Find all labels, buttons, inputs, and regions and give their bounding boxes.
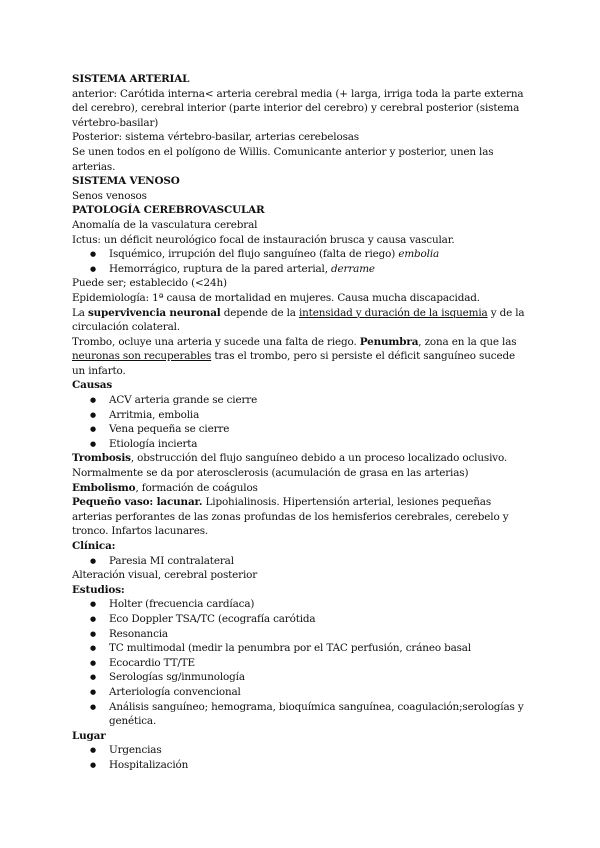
bold-term: Pequeño vaso: lacunar.: [72, 496, 203, 509]
ictus-paragraph: [72, 233, 530, 248]
list-item: ● Etiología incierta: [72, 437, 530, 452]
supervivencia-paragraph: La supervivencia neuronal depende de la intensidad y duración de la isquemia y de la circulación colateral.: [72, 306, 525, 334]
posterior-paragraph: Posterior: sistema vértebro-basilar, arterias cerebelosas: [72, 131, 359, 144]
list-item: ● Serologías sg/inmunología: [72, 670, 530, 685]
list-item: ● Urgencias: [72, 743, 530, 758]
list-item: ● TC multimodal (medir la penumbra por el TAC perfusión, cráneo basal: [72, 641, 530, 656]
ictus-label: Ictus: [72, 233, 98, 246]
anterior-paragraph: anterior: Carótida interna< arteria cerebral media (+ larga, irriga toda la parte externa del cerebro), cerebral interior (parte interior del cerebro) y cerebral posterior (sistema vértebro-basilar): [72, 87, 524, 129]
pequeno-vaso-paragraph: Pequeño vaso: lacunar. Lipohialinosis. Hipertensión arterial, lesiones pequeñas arterias perforantes de las zonas profundas de los hemisferios cerebrales, cerebelo y tronco. Infartos lacunares.: [72, 496, 509, 538]
estudios-heading: Estudios:: [72, 583, 125, 596]
list-item: ● Eco Doppler TSA/TC (ecografía carótida: [72, 612, 530, 627]
trombo-paragraph: Trombo, ocluye una arteria y sucede una falta de riego. Penumbra, zona en la que las neuronas son recuperables tras el trombo, pero si persiste el déficit sanguíneo sucede un infarto.: [72, 335, 517, 377]
list-item: ● Hemorrágico, ruptura de la pared arterial, derrame: [72, 262, 530, 277]
venoso-heading: SISTEMA VENOSO: [72, 175, 180, 188]
ictus-types-list: [72, 247, 530, 276]
emphasis: derrame: [331, 262, 375, 275]
anomalia-paragraph: Anomalía de la vasculatura cerebral: [72, 218, 258, 231]
alteracion-paragraph: Alteración visual, cerebral posterior: [72, 569, 258, 582]
list-item: ● Arteriología convencional: [72, 685, 530, 700]
list-item: ● Análisis sanguíneo; hemograma, bioquímica sanguínea, coagulación;serologías y genética.: [72, 700, 530, 729]
emphasis: embolia: [398, 248, 440, 261]
embolismo-paragraph: Embolismo, formación de coágulos: [72, 481, 258, 494]
bold-term: Embolismo: [72, 481, 136, 494]
list-item: ● Hospitalización: [72, 758, 530, 773]
clinica-heading: Clínica:: [72, 540, 116, 552]
clinica-list: [72, 554, 530, 569]
estudios-list: [72, 597, 530, 728]
patologia-heading: PATOLOGÍA CEREBROVASCULAR: [72, 204, 265, 217]
lugar-heading: Lugar: [72, 729, 106, 742]
list-item: ● Isquémico, irrupción del flujo sanguíneo (falta de riego) embolia: [72, 247, 530, 262]
ictus-text: : un déficit neurológico focal de instauración brusca y causa vascular.: [97, 233, 455, 246]
underlined-term: neuronas son recuperables: [72, 350, 212, 363]
underlined-term: intensidad y duración de la isquemia: [298, 306, 488, 319]
senos-paragraph: Senos venosos: [72, 189, 147, 202]
lugar-list: [72, 743, 530, 772]
willis-paragraph: Se unen todos en el polígono de Willis. Comunicante anterior y posterior, unen las arterias.: [72, 145, 494, 173]
puede-ser-paragraph: Puede ser; establecido (<24h): [72, 277, 227, 290]
list-item: ● ACV arteria grande se cierre: [72, 393, 530, 408]
bold-term: supervivencia neuronal: [87, 306, 221, 319]
arterial-heading: SISTEMA ARTERIAL: [72, 73, 190, 85]
list-item: ● Ecocardio TT/TE: [72, 656, 530, 671]
bold-term: Trombosis: [72, 452, 131, 465]
aterosclerosis-paragraph: Normalmente se da por aterosclerosis (acumulación de grasa en las arterias): [72, 467, 469, 480]
epidemiologia-paragraph: Epidemiología: 1ª causa de mortalidad en mujeres. Causa mucha discapacidad.: [72, 291, 480, 304]
causas-heading: Causas: [72, 379, 113, 392]
bold-term: Penumbra: [359, 335, 419, 348]
causas-list: [72, 393, 530, 451]
trombosis-paragraph: Trombosis, obstrucción del flujo sanguíneo debido a un proceso localizado oclusivo.: [72, 452, 508, 465]
list-item: ● Arritmia, embolia: [72, 408, 530, 423]
list-item: ● Holter (frecuencia cardíaca): [72, 597, 530, 612]
list-item: ● Vena pequeña se cierre: [72, 422, 530, 437]
list-item: ● Paresia MI contralateral: [72, 554, 530, 569]
list-item: ● Resonancia: [72, 627, 530, 642]
